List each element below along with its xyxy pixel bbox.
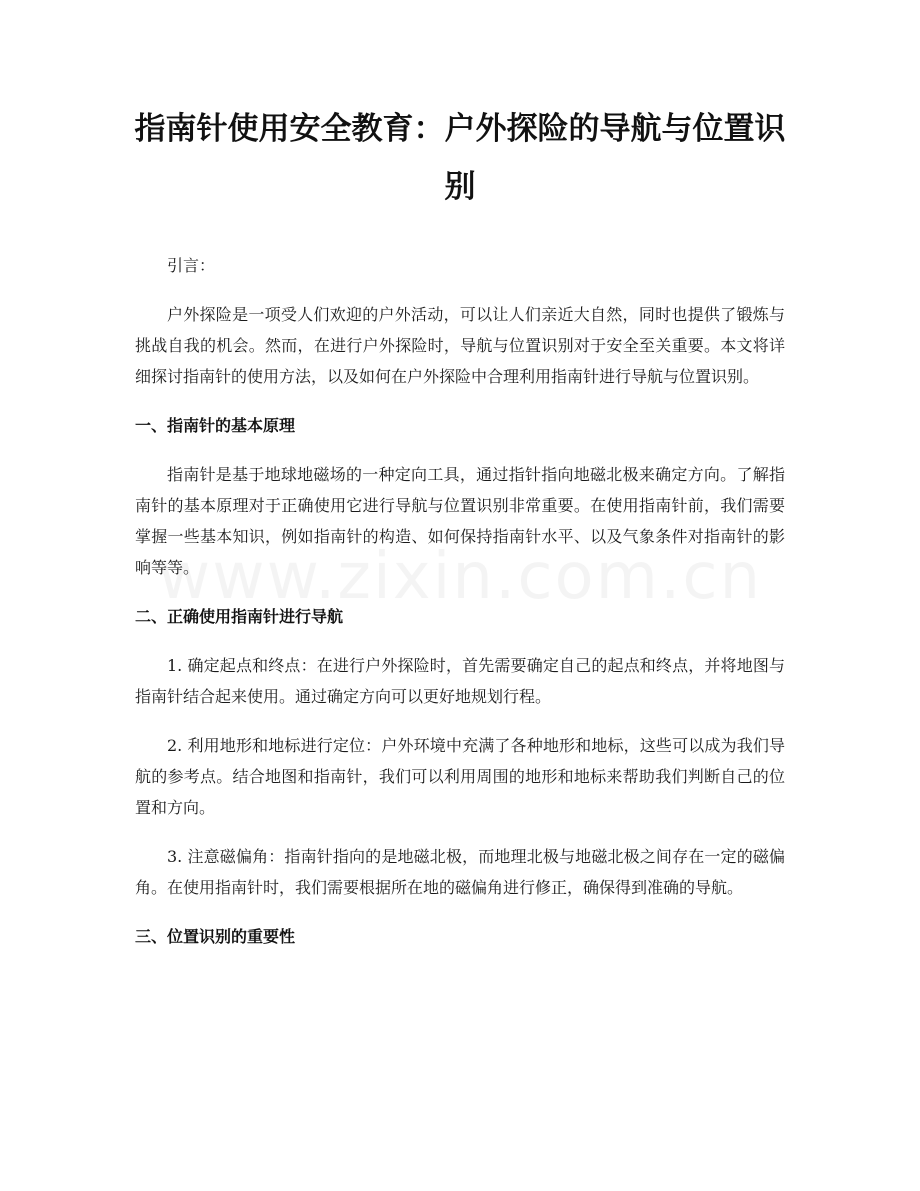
intro-paragraph: 户外探险是一项受人们欢迎的户外活动，可以让人们亲近大自然，同时也提供了锻炼与挑战自我的机会。然而，在进行户外探险时，导航与位置识别对于安全至关重要。本文将详细探讨指南针的使用方法，以及如何在户外探险中合理利用指南针进行导航与位置识别。: [135, 305, 785, 386]
section-2-paragraph-2: 2. 利用地形和地标进行定位：户外环境中充满了各种地形和地标，这些可以成为我们导航的参考点。结合地图和指南针，我们可以利用周围的地形和地标来帮助我们判断自己的位置和方向。: [135, 736, 785, 817]
section-1-paragraph-1: 指南针是基于地球地磁场的一种定向工具，通过指针指向地磁北极来确定方向。了解指南针的基本原理对于正确使用它进行导航与位置识别非常重要。在使用指南针前，我们需要掌握一些基本知识，例如指南针的构造、如何保持指南针水平、以及气象条件对指南针的影响等等。: [135, 465, 785, 577]
section-2-paragraph-1: 1. 确定起点和终点：在进行户外探险时，首先需要确定自己的起点和终点，并将地图与指南针结合起来使用。通过确定方向可以更好地规划行程。: [135, 656, 785, 706]
document-title: 指南针使用安全教育：户外探险的导航与位置识别: [134, 111, 786, 205]
section-heading-2: 二、正确使用指南针进行导航: [135, 607, 344, 626]
document-body: [135, 250, 785, 970]
section-2-paragraph-3: 3. 注意磁偏角：指南针指向的是地磁北极，而地理北极与地磁北极之间存在一定的磁偏角。在使用指南针时，我们需要根据所在地的磁偏角进行修正，确保得到准确的导航。: [135, 847, 785, 897]
section-heading-1: 一、指南针的基本原理: [135, 416, 296, 435]
section-heading-3: 三、位置识别的重要性: [135, 927, 296, 946]
intro-label: 引言：: [167, 256, 216, 275]
